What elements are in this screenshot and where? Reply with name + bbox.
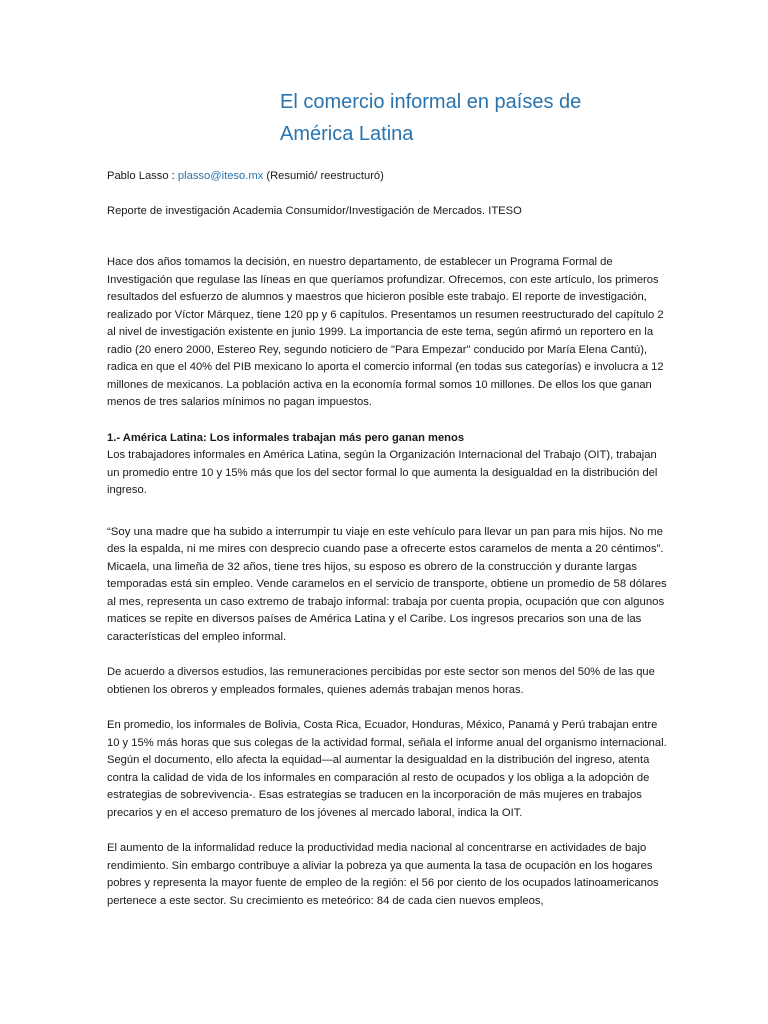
intro-paragraph: Hace dos años tomamos la decisión, en nuestro departamento, de establecer un Programa Formal de Investigación que regulase las líneas en que queríamos profundizar. Ofrecemos, con este artículo, los primeros resultados del esfuerzo de alumnos y maestros que hicieron posible este trabajo. El reporte de investigación, realizado por Víctor Márquez, tiene 120 pp y 6 capítulos. Presentamos un resumen reestructurado del capítulo 2 al nivel de investigación existente en junio 1999. La importancia de este tema, según afirmó un reportero en la radio (20 enero 2000, Estereo Rey, segundo noticiero de "Para Empezar" conducido por María Elena Cantú), radica en que el 40% del PIB mexicano lo aporta el comercio informal (en todas sus categorías) e involucra a 12 millones de mexicanos. La población activa en la economía formal somos 10 millones. De ellos los que ganan menos de tres salarios mínimos no pagan impuestos. — [107, 256, 664, 408]
paragraph-productivity: El aumento de la informalidad reduce la productividad media nacional al concentrarse en actividades de bajo rendimiento. Sin embargo contribuye a aliviar la pobreza ya que aumenta la tasa de ocupación en los hogares pobres y representa la mayor fuente de empleo de la región: el 56 por ciento de los ocupados latinoamericanos pertenece a este sector. Su crecimiento es meteórico: 84 de cada cien nuevos empleos, — [107, 842, 659, 907]
paragraph-average: En promedio, los informales de Bolivia, Costa Rica, Ecuador, Honduras, México, Panamá y Perú trabajan entre 10 y 15% más horas que sus colegas de la actividad formal, señala el informe anual del organismo internacional. Según el documento, ello afecta la equidad—al aumentar la desigualdad en la distribución del ingreso, atenta contra la calidad de vida de los informales en comparación al resto de ocupados y los obliga a la adopción de estrategias de sobrevivencia-. Esas estrategias se traducen en la incorporación de más mujeres en trabajos precarios y en el acceso prematuro de los jóvenes al mercado laboral, indica la OIT. — [107, 719, 667, 819]
section-heading: 1.- América Latina: Los informales trabajan más pero ganan menos — [107, 431, 465, 444]
author-line — [107, 168, 667, 186]
document-title — [280, 86, 680, 150]
author-name: Pablo Lasso : — [107, 170, 178, 182]
report-line: Reporte de investigación Academia Consumidor/Investigación de Mercados. ITESO — [107, 204, 522, 217]
document-body — [107, 168, 667, 928]
quote-paragraph: “Soy una madre que ha subido a interrumpir tu viaje en este vehículo para llevar un pan para mis hijos. No me des la espalda, ni me mires con desprecio cuando pase a ofrecerte estos caramelos de menta a 20 céntimos”. Micaela, una limeña de 32 años, tiene tres hijos, su esposo es obrero de la construcción y durante largas temporadas está sin empleo. Vende caramelos en el servicio de transporte, obtiene un promedio de 58 dólares al mes, representa un caso extremo de trabajo informal: trabaja por cuenta propia, ocupación que con algunos matices se repite en diversos países de América Latina y el Caribe. Los ingresos precarios son una de las características del empleo informal. — [107, 525, 667, 643]
paragraph-studies: De acuerdo a diversos estudios, las remuneraciones percibidas por este sector son menos del 50% de las que obtienen los obreros y empleados formales, quienes además trabajan menos horas. — [107, 666, 655, 696]
title-line-2: América Latina — [280, 123, 414, 145]
title-line-1: El comercio informal en países de — [280, 91, 582, 113]
section-paragraph: Los trabajadores informales en América Latina, según la Organización Internacional del Trabajo (OIT), trabajan un promedio entre 10 y 15% más que los del sector formal lo que aumenta la desigualdad en la distribución del ingreso. — [107, 449, 658, 496]
author-role: (Resumió/ reestructuró) — [263, 170, 384, 182]
author-email-link[interactable]: plasso@iteso.mx — [177, 170, 264, 182]
